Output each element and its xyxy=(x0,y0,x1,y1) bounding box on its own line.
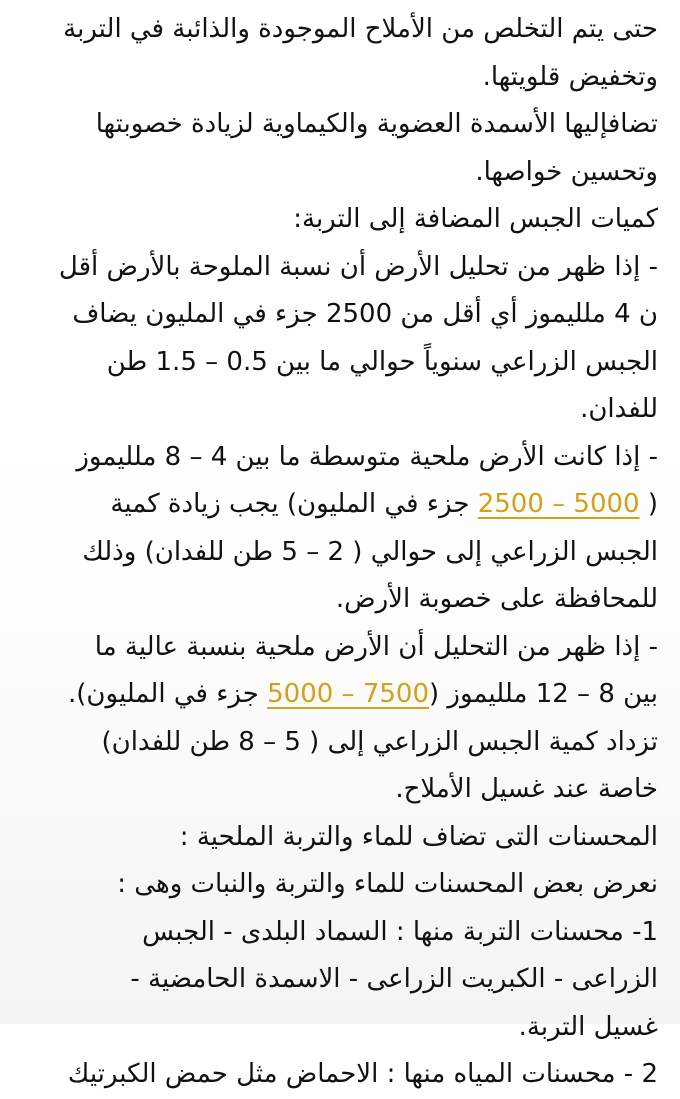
text-line: - إذا ظهر من تحليل الأرض أن نسبة الملوحة بالأرض أقل xyxy=(58,251,658,282)
text-line: الجبس الزراعي إلى حوالي ( 2 – 5 طن للفدان) وذلك xyxy=(82,536,658,567)
text-line: تزداد كمية الجبس الزراعي إلى ( 5 – 8 طن للفدان) xyxy=(101,726,658,757)
text-line: - إذا كانت الأرض ملحية متوسطة ما بين 4 – 8 ملليموز xyxy=(76,441,658,472)
text-line: وتخفيض قلويتها. xyxy=(482,61,658,92)
text-line-with-link xyxy=(40,671,658,719)
section-heading: المحسنات التى تضاف للماء والتربة الملحية : xyxy=(179,821,658,852)
document-text xyxy=(40,6,658,1099)
text-line: الزراعى - الكبريت الزراعى - الاسمدة الحامضية - xyxy=(130,964,658,994)
text-fragment: ( xyxy=(639,489,658,519)
text-fragment: جزء في المليون). xyxy=(68,679,268,709)
text-line: تضافإليها الأسمدة العضوية والكيماوية لزيادة خصوبتها xyxy=(95,109,658,139)
text-line: الجبس الزراعي سنوياً حوالي ما بين 0.5 – 1.5 طن xyxy=(106,346,658,377)
section-heading: كميات الجبس المضافة إلى التربة: xyxy=(293,204,658,234)
text-line: وتحسين خواصها. xyxy=(475,156,658,187)
text-line: للفدان. xyxy=(580,394,658,424)
text-line: ن 4 ملليموز أي أقل من 2500 جزء في المليون يضاف xyxy=(72,299,658,329)
text-line: للمحافظة على خصوبة الأرض. xyxy=(335,584,658,614)
highlighted-number-link[interactable]: 5000 – 7500 xyxy=(267,679,429,709)
text-line: نعرض بعض المحسنات للماء والتربة والنبات وهى : xyxy=(117,869,658,899)
text-line-with-link xyxy=(40,481,658,529)
text-fragment: جزء في المليون) يجب زيادة كمية xyxy=(110,489,478,519)
text-line: - إذا ظهر من التحليل أن الأرض ملحية بنسبة عالية ما xyxy=(94,631,658,662)
list-item: 2 - محسنات المياه منها : الاحماض مثل حمض الكبرتيك xyxy=(67,1059,658,1089)
text-line: غسيل التربة. xyxy=(518,1011,658,1042)
highlighted-number-link[interactable]: 2500 – 5000 xyxy=(477,489,640,519)
text-line: خاصة عند غسيل الأملاح. xyxy=(395,774,658,804)
text-fragment: بين 8 – 12 ملليموز ( xyxy=(429,679,658,709)
list-item: 1- محسنات التربة منها : السماد البلدى - الجبس xyxy=(142,916,658,947)
text-line: حتى يتم التخلص من الأملاح الموجودة والذائبة في التربة xyxy=(63,14,658,44)
